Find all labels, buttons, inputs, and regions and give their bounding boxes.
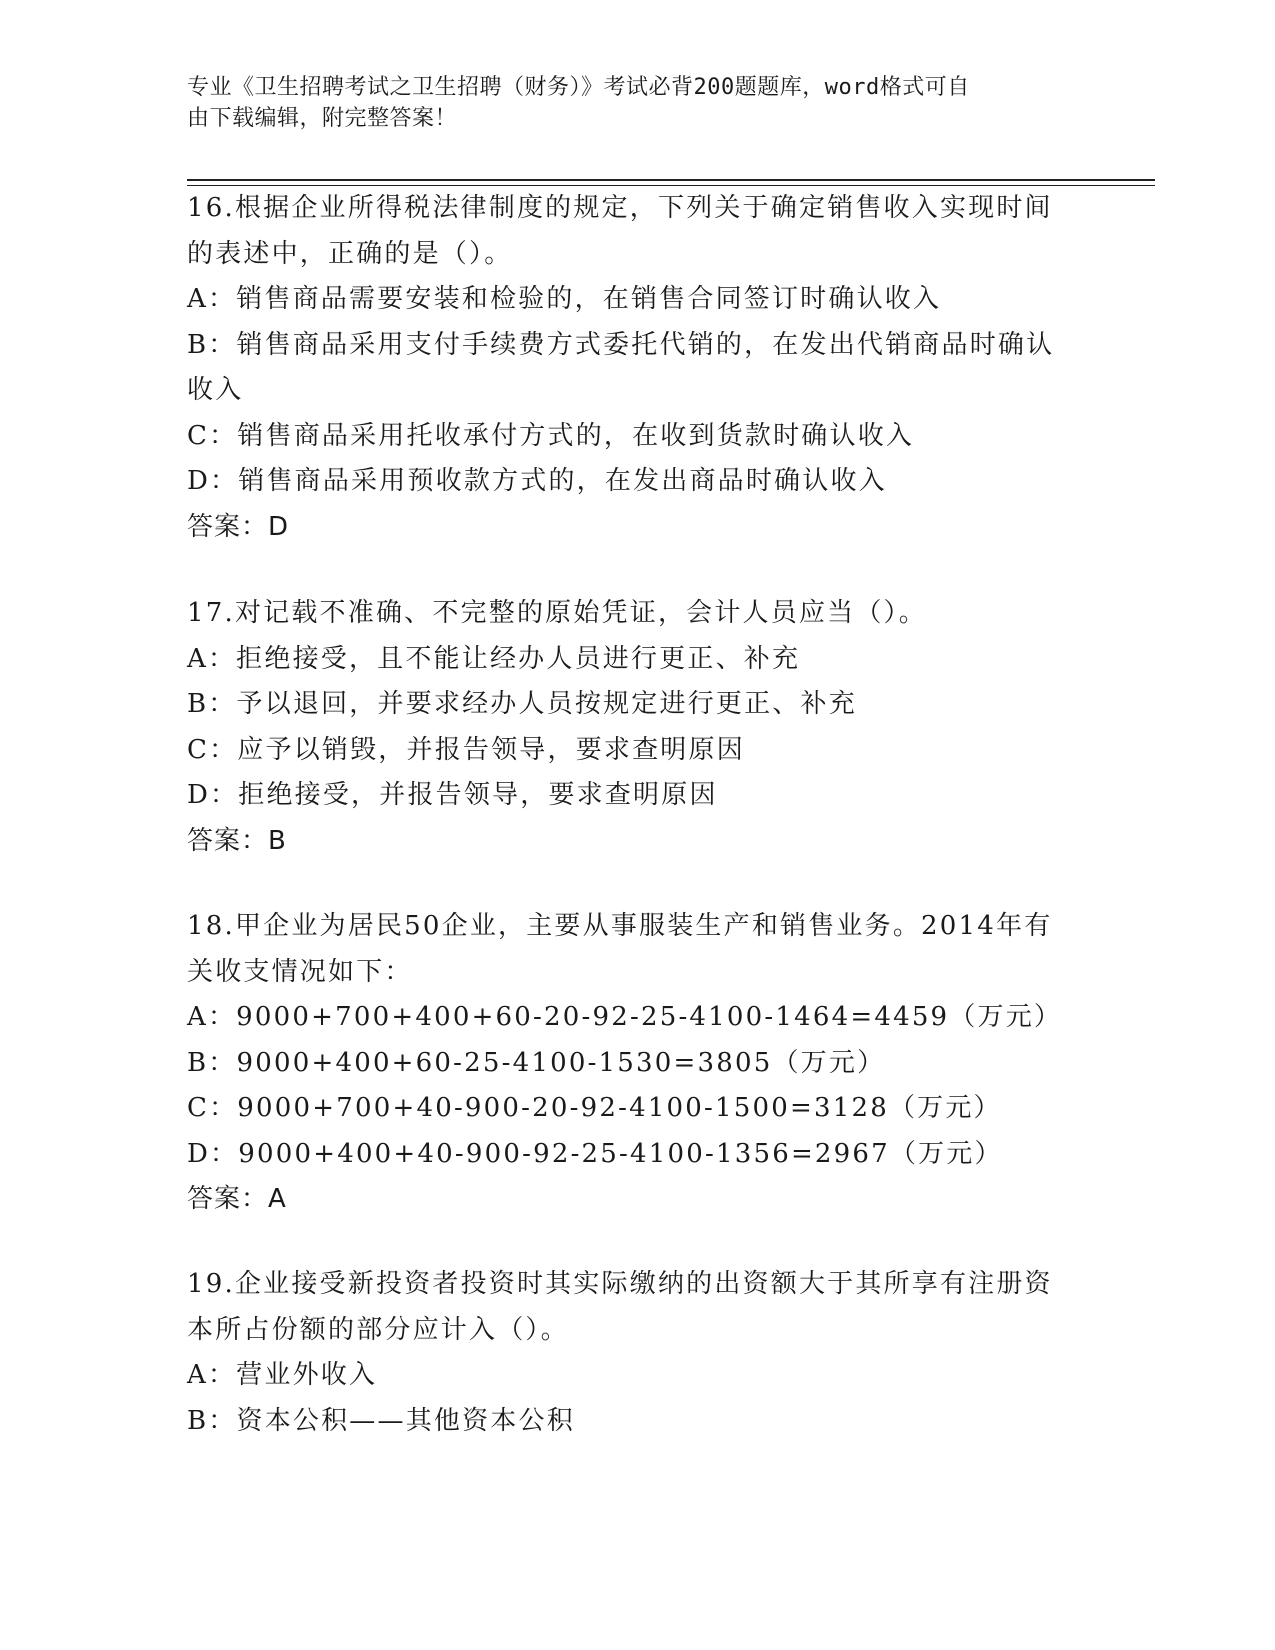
- option-d: D：销售商品采用预收款方式的，在发出商品时确认收入: [187, 466, 887, 496]
- document-header: [187, 72, 1067, 134]
- option-c: C：应予以销毁，并报告领导，要求查明原因: [187, 734, 745, 765]
- question-19: [187, 1262, 1077, 1444]
- option-a: A：营业外收入: [187, 1360, 378, 1390]
- question-18: [187, 904, 1077, 1223]
- header-line-2: 由下载编辑，附完整答案！: [187, 106, 458, 131]
- option-a: A：拒绝接受，且不能让经办人员进行更正、补充: [187, 643, 801, 674]
- option-b: B：资本公积——其他资本公积: [187, 1405, 575, 1436]
- question-stem-line: 16.根据企业所得税法律制度的规定，下列关于确定销售收入实现时间: [187, 193, 1053, 223]
- option-a: A：9000+700+400+60-20-92-25-4100-1464=4459（万元）: [187, 1002, 1063, 1032]
- header-line-1: 专业《卫生招聘考试之卫生招聘（财务）》考试必背200题题库，word格式可自: [187, 75, 970, 100]
- option-a: A：销售商品需要安装和检验的，在销售合同签订时确认收入: [187, 284, 942, 314]
- option-b: B：9000+400+60-25-4100-1530=3805（万元）: [187, 1047, 886, 1078]
- question-stem-line: 关收支情况如下：: [187, 956, 413, 987]
- option-d: D：拒绝接受，并报告领导，要求查明原因: [187, 780, 718, 810]
- question-stem-line: 18.甲企业为居民50企业，主要从事服装生产和销售业务。2014年有: [187, 911, 1053, 941]
- option-b: B：予以退回，并要求经办人员按规定进行更正、补充: [187, 689, 857, 719]
- question-17: [187, 591, 1077, 864]
- question-stem: 17.对记载不准确、不完整的原始凭证，会计人员应当（）。: [187, 598, 927, 628]
- answer-line: 答案：A: [187, 1184, 287, 1214]
- option-b-line: 收入: [187, 375, 244, 405]
- question-stem-line: 本所占份额的部分应计入（）。: [187, 1314, 569, 1345]
- answer-line: 答案：B: [187, 825, 287, 856]
- question-16: [187, 186, 1077, 550]
- option-d: D：9000+400+40-900-92-25-4100-1356=2967（万元）: [187, 1138, 1003, 1169]
- option-b-line: B：销售商品采用支付手续费方式委托代销的，在发出代销商品时确认: [187, 329, 1055, 360]
- question-stem-line: 的表述中，正确的是（）。: [187, 238, 513, 269]
- question-stem-line: 19.企业接受新投资者投资时其实际缴纳的出资额大于其所享有注册资: [187, 1269, 1053, 1299]
- option-c: C：销售商品采用托收承付方式的，在收到货款时确认收入: [187, 420, 915, 451]
- option-c: C：9000+700+40-900-20-92-4100-1500=3128（万元）: [187, 1093, 1002, 1123]
- answer-line: 答案：D: [187, 511, 290, 542]
- header-divider-thick: [187, 179, 1155, 181]
